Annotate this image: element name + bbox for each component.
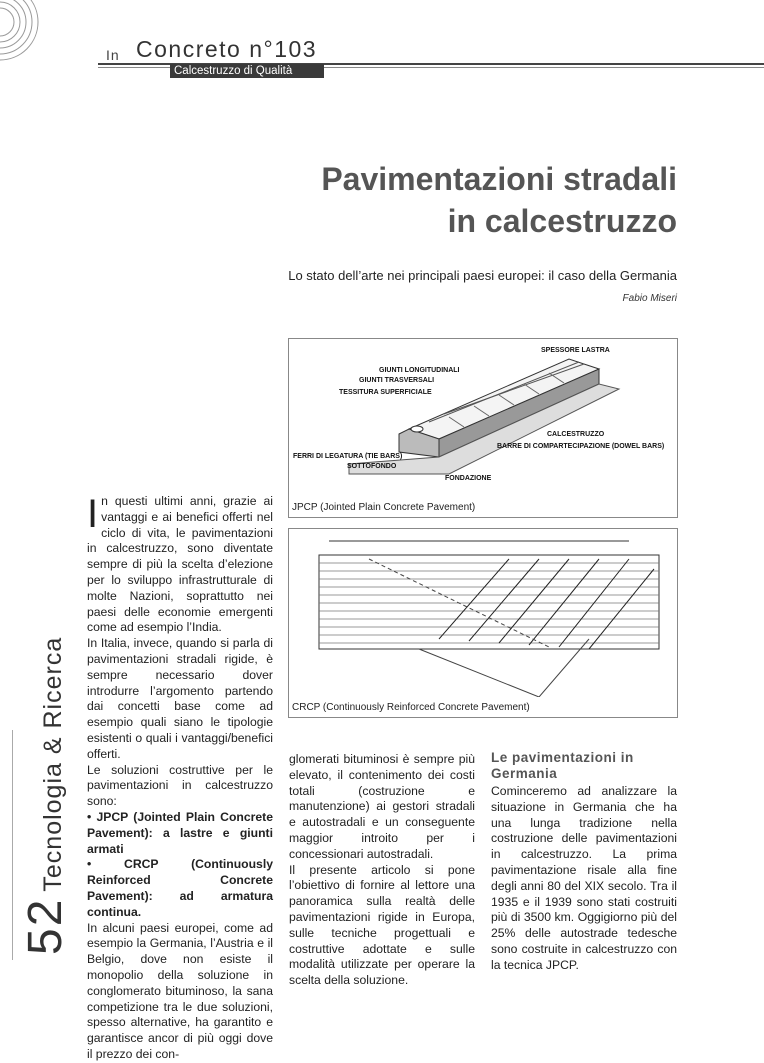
title-line-1: Pavimentazioni stradali <box>321 161 677 197</box>
intro-paragraph: In questi ultimi anni, grazie ai vantaggi e ai benefici offerti nel ciclo di vita, le pavimentazioni in calcestruzzo, sono diventate sempre di più la scelta d’elezione per lo sviluppo infrastrutturale di molte Nazioni, soprattutto nei paesi delle economie emergenti come ad esempio l’India. <box>87 492 273 635</box>
paragraph: Le soluzioni costruttive per le pavimentazioni in calcestruzzo sono: <box>87 762 273 809</box>
label-sottofondo: SOTTOFONDO <box>347 463 397 470</box>
title-line-2: in calcestruzzo <box>447 203 677 239</box>
label-tessitura: TESSITURA SUPERFICIALE <box>339 389 432 396</box>
paragraph: glomerati bituminosi è sempre più elevato, il contenimento dei costi totali (costruzione e manutenzione) ai gestori stradali e autostradali e un conseguente maggior introito per i concessionari autostradali. <box>289 752 475 861</box>
label-barre: BARRE DI COMPARTECIPAZIONE (DOWEL BARS) <box>497 443 665 450</box>
crcp-diagram <box>289 529 677 697</box>
figure-crcp-caption: CRCP (Continuously Reinforced Concrete Pavement) <box>292 702 530 713</box>
figure-jpcp <box>288 338 678 518</box>
bullet-crcp: • CRCP (Continuously Reinforced Concrete Pavement): ad armatura continua. <box>87 857 273 919</box>
figure-crcp <box>288 528 678 718</box>
drop-cap: I <box>87 492 99 536</box>
figure-jpcp-caption: JPCP (Jointed Plain Concrete Pavement) <box>292 502 476 513</box>
section-heading: Le pavimentazioni in Germania <box>491 750 634 781</box>
label-giunti-trasv: GIUNTI TRASVERSALI <box>359 377 435 384</box>
decorative-rings <box>0 0 45 70</box>
label-spessore: SPESSORE LASTRA <box>541 347 610 354</box>
paragraph: In alcuni paesi europei, come ad esempio la Germania, l’Austria e il Belgio, dove non esiste il monopolio della soluzione in conglomerato bituminoso, la sana competizione tra le due soluzioni, spesso alternative, ha garantito e garantisce ancor di più oggi dove il prezzo dei con- <box>87 920 273 1061</box>
paragraph: In Italia, invece, quando si parla di pavimentazioni stradali rigide, è sempre necessario dover introdurre l’argomento partendo dai concetti base come ad esempio quali siano le tipologie esistenti o quali i vantaggi/benefici offerti. <box>87 636 273 761</box>
label-ferri: FERRI DI LEGATURA (TIE BARS) <box>293 453 403 460</box>
column-1 <box>87 494 273 1063</box>
column-3 <box>491 750 677 974</box>
article-title <box>321 158 677 242</box>
label-calcestruzzo: CALCESTRUZZO <box>547 431 605 438</box>
article-subtitle: Lo stato dell’arte nei principali paesi europei: il caso della Germania <box>288 268 677 283</box>
section-label: Calcestruzzo di Qualità <box>170 64 324 78</box>
header-prefix: In <box>106 47 120 63</box>
paragraph: Cominceremo ad analizzare la situazione in Germania che ha una lunga tradizione nella costruzione delle pavimentazioni in calcestruzzo. La prima pavimentazione risale alla fine degli anni 80 del XIX secolo. Tra il 1935 e il 1939 sono stati costruiti più di 3500 km. Oggigiorno più del 25% delle autostrade tedesche sono costruite in calcestruzzo con la tecnica JPCP. <box>491 784 677 972</box>
sidebar <box>18 637 73 955</box>
page-number: 52 <box>19 897 72 955</box>
sidebar-rule <box>12 730 13 960</box>
sidebar-section: Tecnologia & Ricerca <box>39 636 67 892</box>
article-author: Fabio Miseri <box>622 293 677 304</box>
column-2 <box>289 752 475 989</box>
magazine-title: Concreto n°103 <box>136 36 318 62</box>
label-giunti-long: GIUNTI LONGITUDINALI <box>379 367 460 374</box>
bullet-jpcp: • JPCP (Jointed Plain Concrete Pavement): a lastre e giunti armati <box>87 809 273 856</box>
label-fondazione: FONDAZIONE <box>445 475 492 482</box>
paragraph: Il presente articolo si pone l’obiettivo di fornire al lettore una panoramica sulla realtà delle pavimentazioni rigide in Europa, sulle tecniche progettuali e costruttive adottate e sulle modalità utilizzate per operare la scelta della soluzione. <box>289 862 475 988</box>
